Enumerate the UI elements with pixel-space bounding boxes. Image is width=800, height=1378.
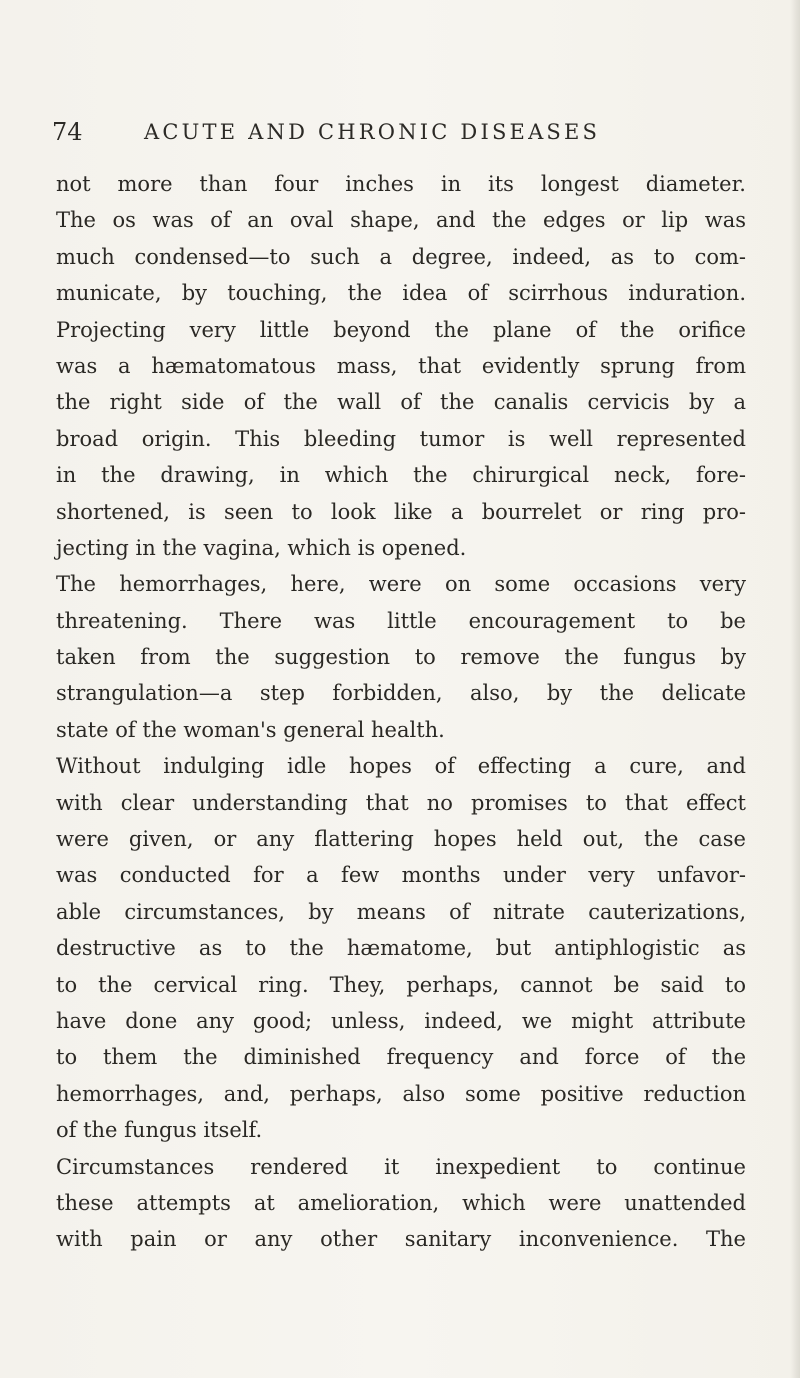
page-edge-shadow — [790, 0, 800, 1378]
text-line: shortened, is seen to look like a bourrelet or ring pro- — [56, 499, 746, 524]
text-line: strangulation—a step forbidden, also, by the delicate — [56, 681, 746, 706]
text-line: with clear understanding that no promises to that effect — [56, 790, 746, 815]
text-line: The os was of an oval shape, and the edges or lip was — [56, 208, 746, 233]
text-line: destructive as to the hæmatome, but antiphlogistic as — [56, 936, 746, 961]
text-line: were given, or any flattering hopes held out, the case — [56, 827, 746, 852]
text-line: taken from the suggestion to remove the fungus by — [56, 645, 746, 670]
text-line: threatening. There was little encouragement to be — [56, 608, 746, 633]
text-line: the right side of the wall of the canalis cervicis by a — [56, 390, 746, 415]
text-line: Without indulging idle hopes of effecting a cure, and — [56, 754, 746, 779]
text-line: was a hæmatomatous mass, that evidently sprung from — [56, 353, 746, 378]
running-head: ACUTE AND CHRONIC DISEASES — [144, 120, 601, 144]
page-number: 74 — [52, 118, 83, 146]
text-line: of the fungus itself. — [56, 1118, 263, 1143]
text-line: municate, by touching, the idea of scirrhous induration. — [56, 281, 746, 306]
text-line: able circumstances, by means of nitrate cauterizations, — [56, 899, 746, 924]
text-line: was conducted for a few months under very unfavor- — [56, 863, 746, 888]
text-line: hemorrhages, and, perhaps, also some positive reduction — [56, 1081, 746, 1106]
text-line: with pain or any other sanitary inconvenience. The — [56, 1227, 746, 1252]
text-line: not more than four inches in its longest diameter. — [56, 172, 746, 196]
text-line: The hemorrhages, here, were on some occasions very — [56, 572, 746, 597]
text-line: Projecting very little beyond the plane of the orifice — [56, 317, 746, 342]
text-line: broad origin. This bleeding tumor is well represented — [56, 426, 746, 451]
text-line: have done any good; unless, indeed, we might attribute — [56, 1008, 746, 1033]
page-header — [52, 114, 742, 150]
text-line: to them the diminished frequency and force of the — [56, 1045, 746, 1070]
text-line: jecting in the vagina, which is opened. — [56, 535, 467, 560]
text-line: Circumstances rendered it inexpedient to continue — [56, 1154, 746, 1179]
text-line: in the drawing, in which the chirurgical neck, fore- — [56, 463, 746, 488]
body-text — [56, 166, 746, 1258]
text-line: state of the woman's general health. — [56, 717, 445, 742]
text-line: these attempts at amelioration, which were unattended — [56, 1190, 746, 1215]
text-line: to the cervical ring. They, perhaps, cannot be said to — [56, 972, 746, 997]
text-line: much condensed—to such a degree, indeed, as to com- — [56, 244, 746, 269]
